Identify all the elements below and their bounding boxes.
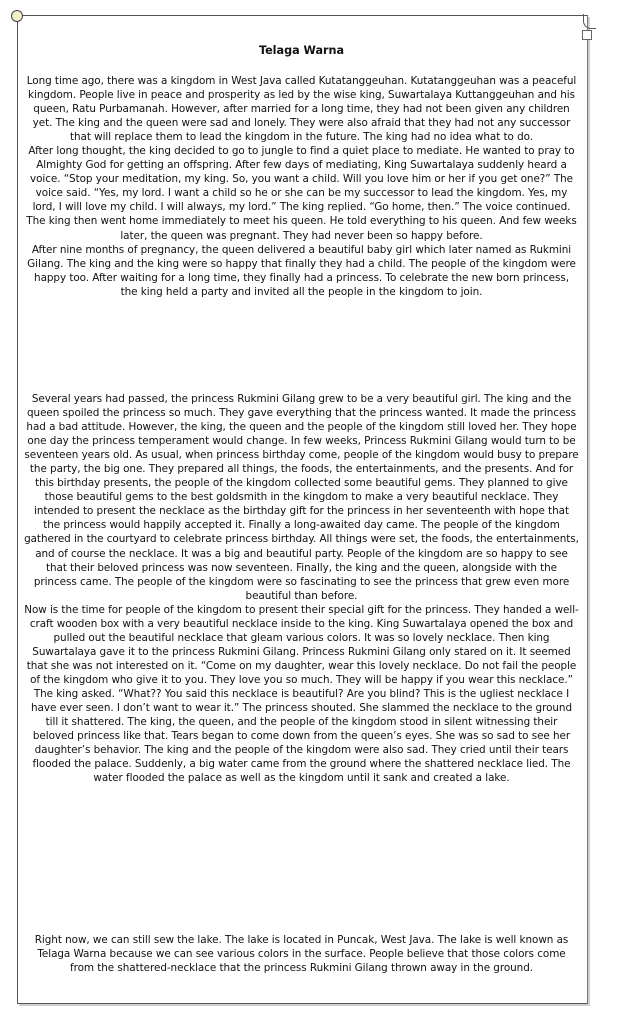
document-title: Telaga Warna: [258, 44, 345, 57]
paragraph: The king then went home immediately to meet his queen. He told everything to his queen. And few weeks later, the queen was pregnant. They had never been so happy before.: [26, 215, 577, 242]
paragraph: After long thought, the king decided to go to jungle to find a quiet place to mediate. He wanted to pray to Almighty God for getting an offspring. After few days of mediating, King Suwartalaya suddenly heard a voice. “Stop your meditation, my king. So, you want a child. Will you love him or her if you get one?” The voice said. “Yes, my lord. I want a child so he or she can be my successor to lead the kingdom. Yes, my lord, I will love my child. I will always, my lord.” The king replied. “Go home, then.” The voice continued.: [28, 145, 575, 214]
story-section-1: [24, 74, 579, 299]
paragraph: Several years had passed, the princess Rukmini Gilang grew to be a very beautiful girl. The king and the queen spoiled the princess so much. They gave everything that the princess wanted. It made the princess had a bad attitude. However, the king, the queen and the people of the kingdom still loved her. They hope one day the princess temperament would change. In few weeks, Princess Rukmini Gilang would turn to be seventeen years old. As usual, when princess birthday come, people of the kingdom would busy to prepare the party, the big one. They prepared all things, the foods, the entertainments, and the presents. And for this birthday presents, the people of the kingdom collected some beautiful gems. They planned to give those beautiful gems to the best goldsmith in the kingdom to make a very beautiful necklace. They intended to present the necklace as the birthday gift for the princess in her seventeenth with hope that the princess would happily accepted it. Finally a long-awaited day came. The people of the kingdom gathered in the courtyard to celebrate princess birthday. All things were set, the foods, the entertainments, and of course the necklace. It was a big and beautiful party. People of the kingdom are so happy to see that their beloved princess was now seventeen. Finally, the king and the queen, alongside with the princess came. The people of the kingdom were so fascinating to see the princess that grew even more beautiful than before.: [24, 393, 579, 602]
paragraph: Long time ago, there was a kingdom in West Java called Kutatanggeuhan. Kutatanggeuhan was a peaceful kingdom. People live in peace and prosperity as led by the wise king, Suwartalaya Kuttanggeuhan and his queen, Ratu Purbamanah. However, after married for a long time, they had not been given any children yet. The king and the queen were sad and lonely. They were also afraid that they had not any successor that will replace them to lead the kingdom in the future. The king had no idea what to do.: [26, 75, 577, 144]
page-curl-left-icon: [11, 10, 23, 22]
page-curl-right-icon: [583, 14, 596, 29]
story-section-2: [24, 392, 579, 785]
paragraph: Now is the time for people of the kingdom to present their special gift for the princess. They handed a well-craft wooden box with a very beautiful necklace inside to the king. King Suwartalaya opened the box and pulled out the beautiful necklace that gleam various colors. It was so lovely necklace. Then king Suwartalaya gave it to the princess Rukmini Gilang. Princess Rukmini Gilang only stared on it. It seemed that she was not interested on it. “Come on my daughter, wear this lovely necklace. Do not fail the people of the kingdom who give it to you. They love you so much. They will be happy if you wear this necklace.” The king asked. “What?? You said this necklace is beautiful? Are you blind? This is the ugliest necklace I have ever seen. I don’t want to wear it.” The princess shouted. She slammed the necklace to the ground till it shattered. The king, the queen, and the people of the kingdom stood in silent witnessing their beloved princess like that. Tears began to come down from the queen’s eyes. She was so sad to see her daughter’s behavior. The king and the people of the kingdom were also sad. They cried until their tears flooded the palace. Suddenly, a big water came from the ground where the shattered necklace lied. The water flooded the palace as well as the kingdom until it sank and created a lake.: [24, 603, 579, 785]
story-section-3: [24, 933, 579, 975]
paragraph: After nine months of pregnancy, the queen delivered a beautiful baby girl which later named as Rukmini Gilang. The king and the king were so happy that finally they had a child. The people of the kingdom were happy too. After waiting for a long time, they finally had a princess. To celebrate the new born princess, the king held a party and invited all the people in the kingdom to join.: [27, 243, 576, 298]
paragraph: Right now, we can still sew the lake. The lake is located in Puncak, West Java. The lake is well known as Telaga Warna because we can see various colors in the surface. People believe that those colors come from the shattered-necklace that the princess Rukmini Gilang thrown away in the ground.: [34, 934, 569, 975]
page-tab-icon: [582, 30, 592, 40]
